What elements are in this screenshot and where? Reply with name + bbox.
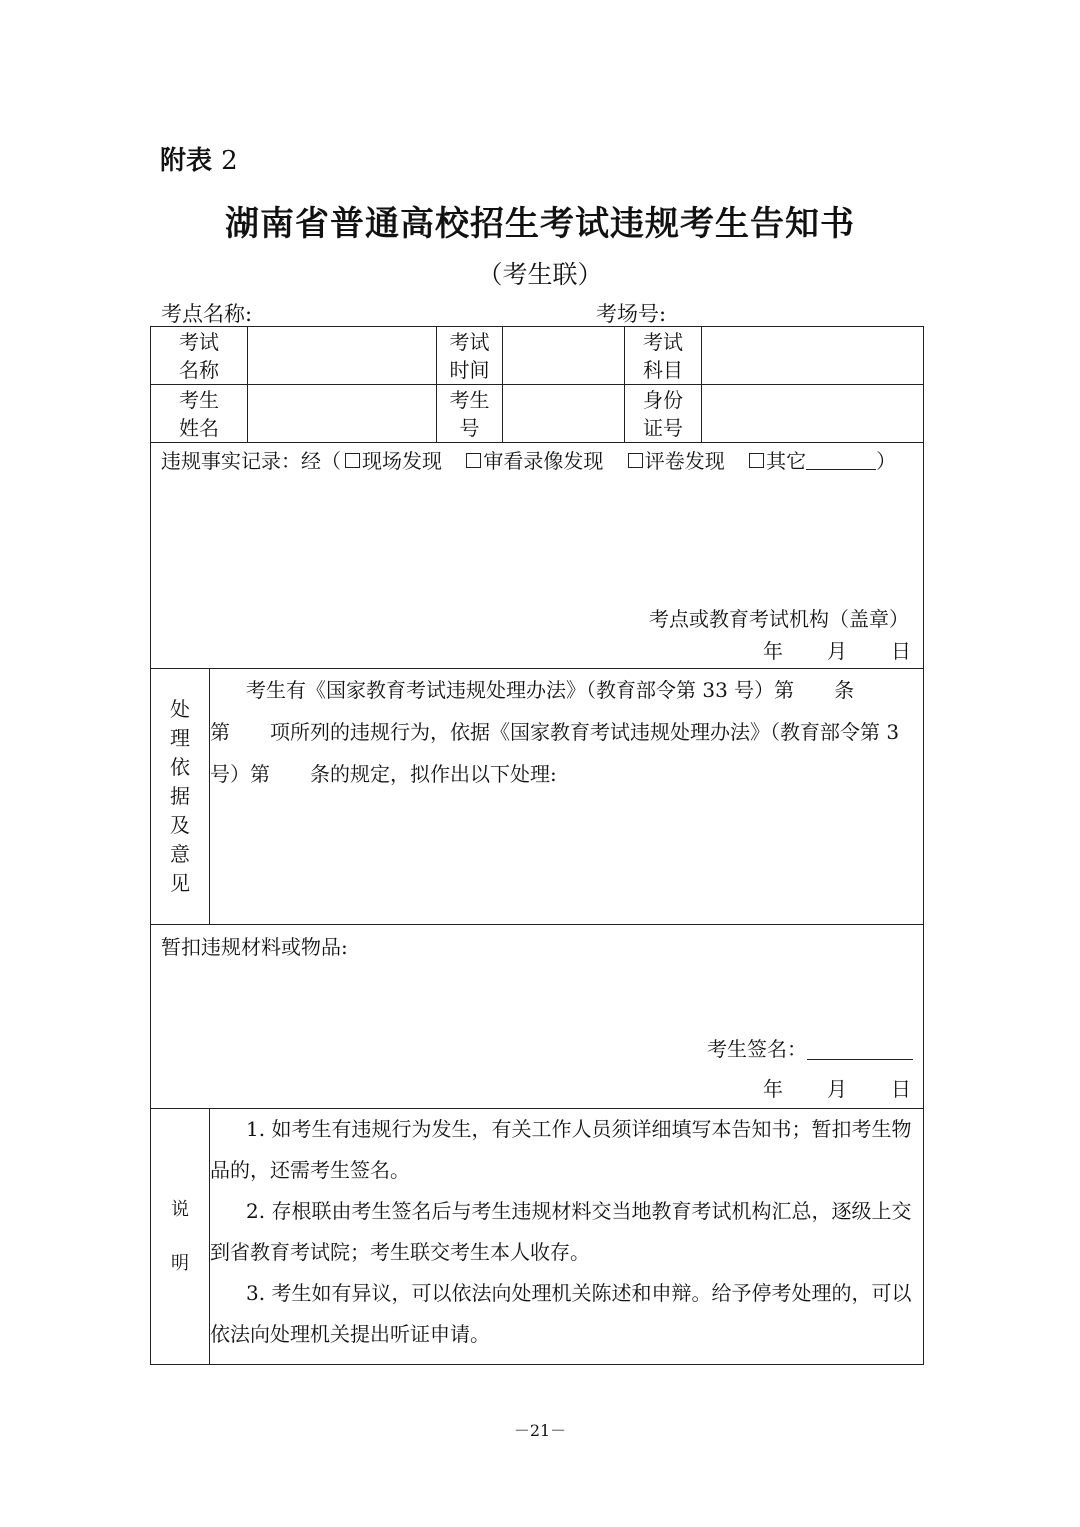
id-number-label: 身份 证号 [625, 385, 702, 443]
seized-items-cell[interactable] [151, 925, 924, 1109]
seized-date: 年 月 日 [763, 1077, 911, 1101]
violation-record-cell[interactable] [151, 443, 924, 669]
exam-info-row [151, 327, 924, 385]
notes-row [151, 1109, 924, 1365]
exam-room-label: 考场号: [596, 302, 667, 326]
exam-site-label: 考点名称: [161, 302, 253, 326]
seized-items-label: 暂扣违规材料或物品: [161, 935, 348, 959]
checkbox-grading[interactable] [628, 453, 643, 468]
basis-line-2: 第 项所列的违规行为，依据《国家教育考试违规处理办法》（教育部令第 3 [210, 720, 900, 744]
document-title: 湖南省普通高校招生考试违规考生告知书 [225, 204, 855, 244]
violation-record-row [151, 443, 924, 669]
other-blank[interactable] [806, 451, 876, 470]
record-date: 年 月 日 [763, 639, 911, 663]
checkbox-other[interactable] [749, 453, 764, 468]
page-number: －21－ [513, 1421, 567, 1440]
exam-name-label: 考试 名称 [151, 327, 248, 385]
handling-basis-label: 处 理 依 据 及 意 见 [151, 669, 210, 925]
basis-line-3: 号）第 条的规定，拟作出以下处理: [210, 762, 557, 786]
checkbox-video-review[interactable] [466, 453, 481, 468]
exam-subject-field[interactable] [702, 327, 924, 385]
exam-name-field[interactable] [248, 327, 437, 385]
note-item-2: 2. 存根联由考生签名后与考生违规材料交当地教育考试机构汇总，逐级上交到省教育考试院；考生联交考生本人收存。 [210, 1199, 912, 1264]
candidate-number-field[interactable] [503, 385, 625, 443]
appendix-label: 附表 2 [160, 146, 238, 176]
note-item-3: 3. 考生如有异议，可以依法向处理机关陈述和申辩。给予停考处理的，可以依法向处理机关提出听证申请。 [210, 1281, 912, 1346]
candidate-name-field[interactable] [248, 385, 437, 443]
stamp-org-label: 考点或教育考试机构（盖章） [649, 607, 909, 631]
handling-basis-cell[interactable] [210, 669, 924, 925]
seized-items-row [151, 925, 924, 1109]
candidate-info-row [151, 385, 924, 443]
exam-time-label: 考试 时间 [437, 327, 503, 385]
notes-cell [210, 1109, 924, 1365]
note-item-1: 1. 如考生有违规行为发生，有关工作人员须详细填写本告知书；暂扣考生物品的，还需考生签名。 [210, 1117, 912, 1182]
candidate-name-label: 考生 姓名 [151, 385, 248, 443]
violation-record-line: 违规事实记录：经（ 现场发现 审看录像发现 评卷发现 其它 ） [161, 449, 897, 473]
basis-line-1: 考生有《国家教育考试违规处理办法》（教育部令第 33 号）第 条 [246, 678, 855, 702]
checkbox-onsite[interactable] [345, 453, 360, 468]
exam-time-field[interactable] [503, 327, 625, 385]
document-subtitle: （考生联） [477, 260, 603, 289]
notice-form [150, 326, 924, 1365]
id-number-field[interactable] [702, 385, 924, 443]
candidate-number-label: 考生 号 [437, 385, 503, 443]
candidate-signature: 考生签名： [707, 1033, 913, 1062]
notes-label: 说 明 [151, 1109, 210, 1365]
signature-line[interactable] [807, 1039, 913, 1060]
exam-subject-label: 考试 科目 [625, 327, 702, 385]
handling-basis-row [151, 669, 924, 925]
